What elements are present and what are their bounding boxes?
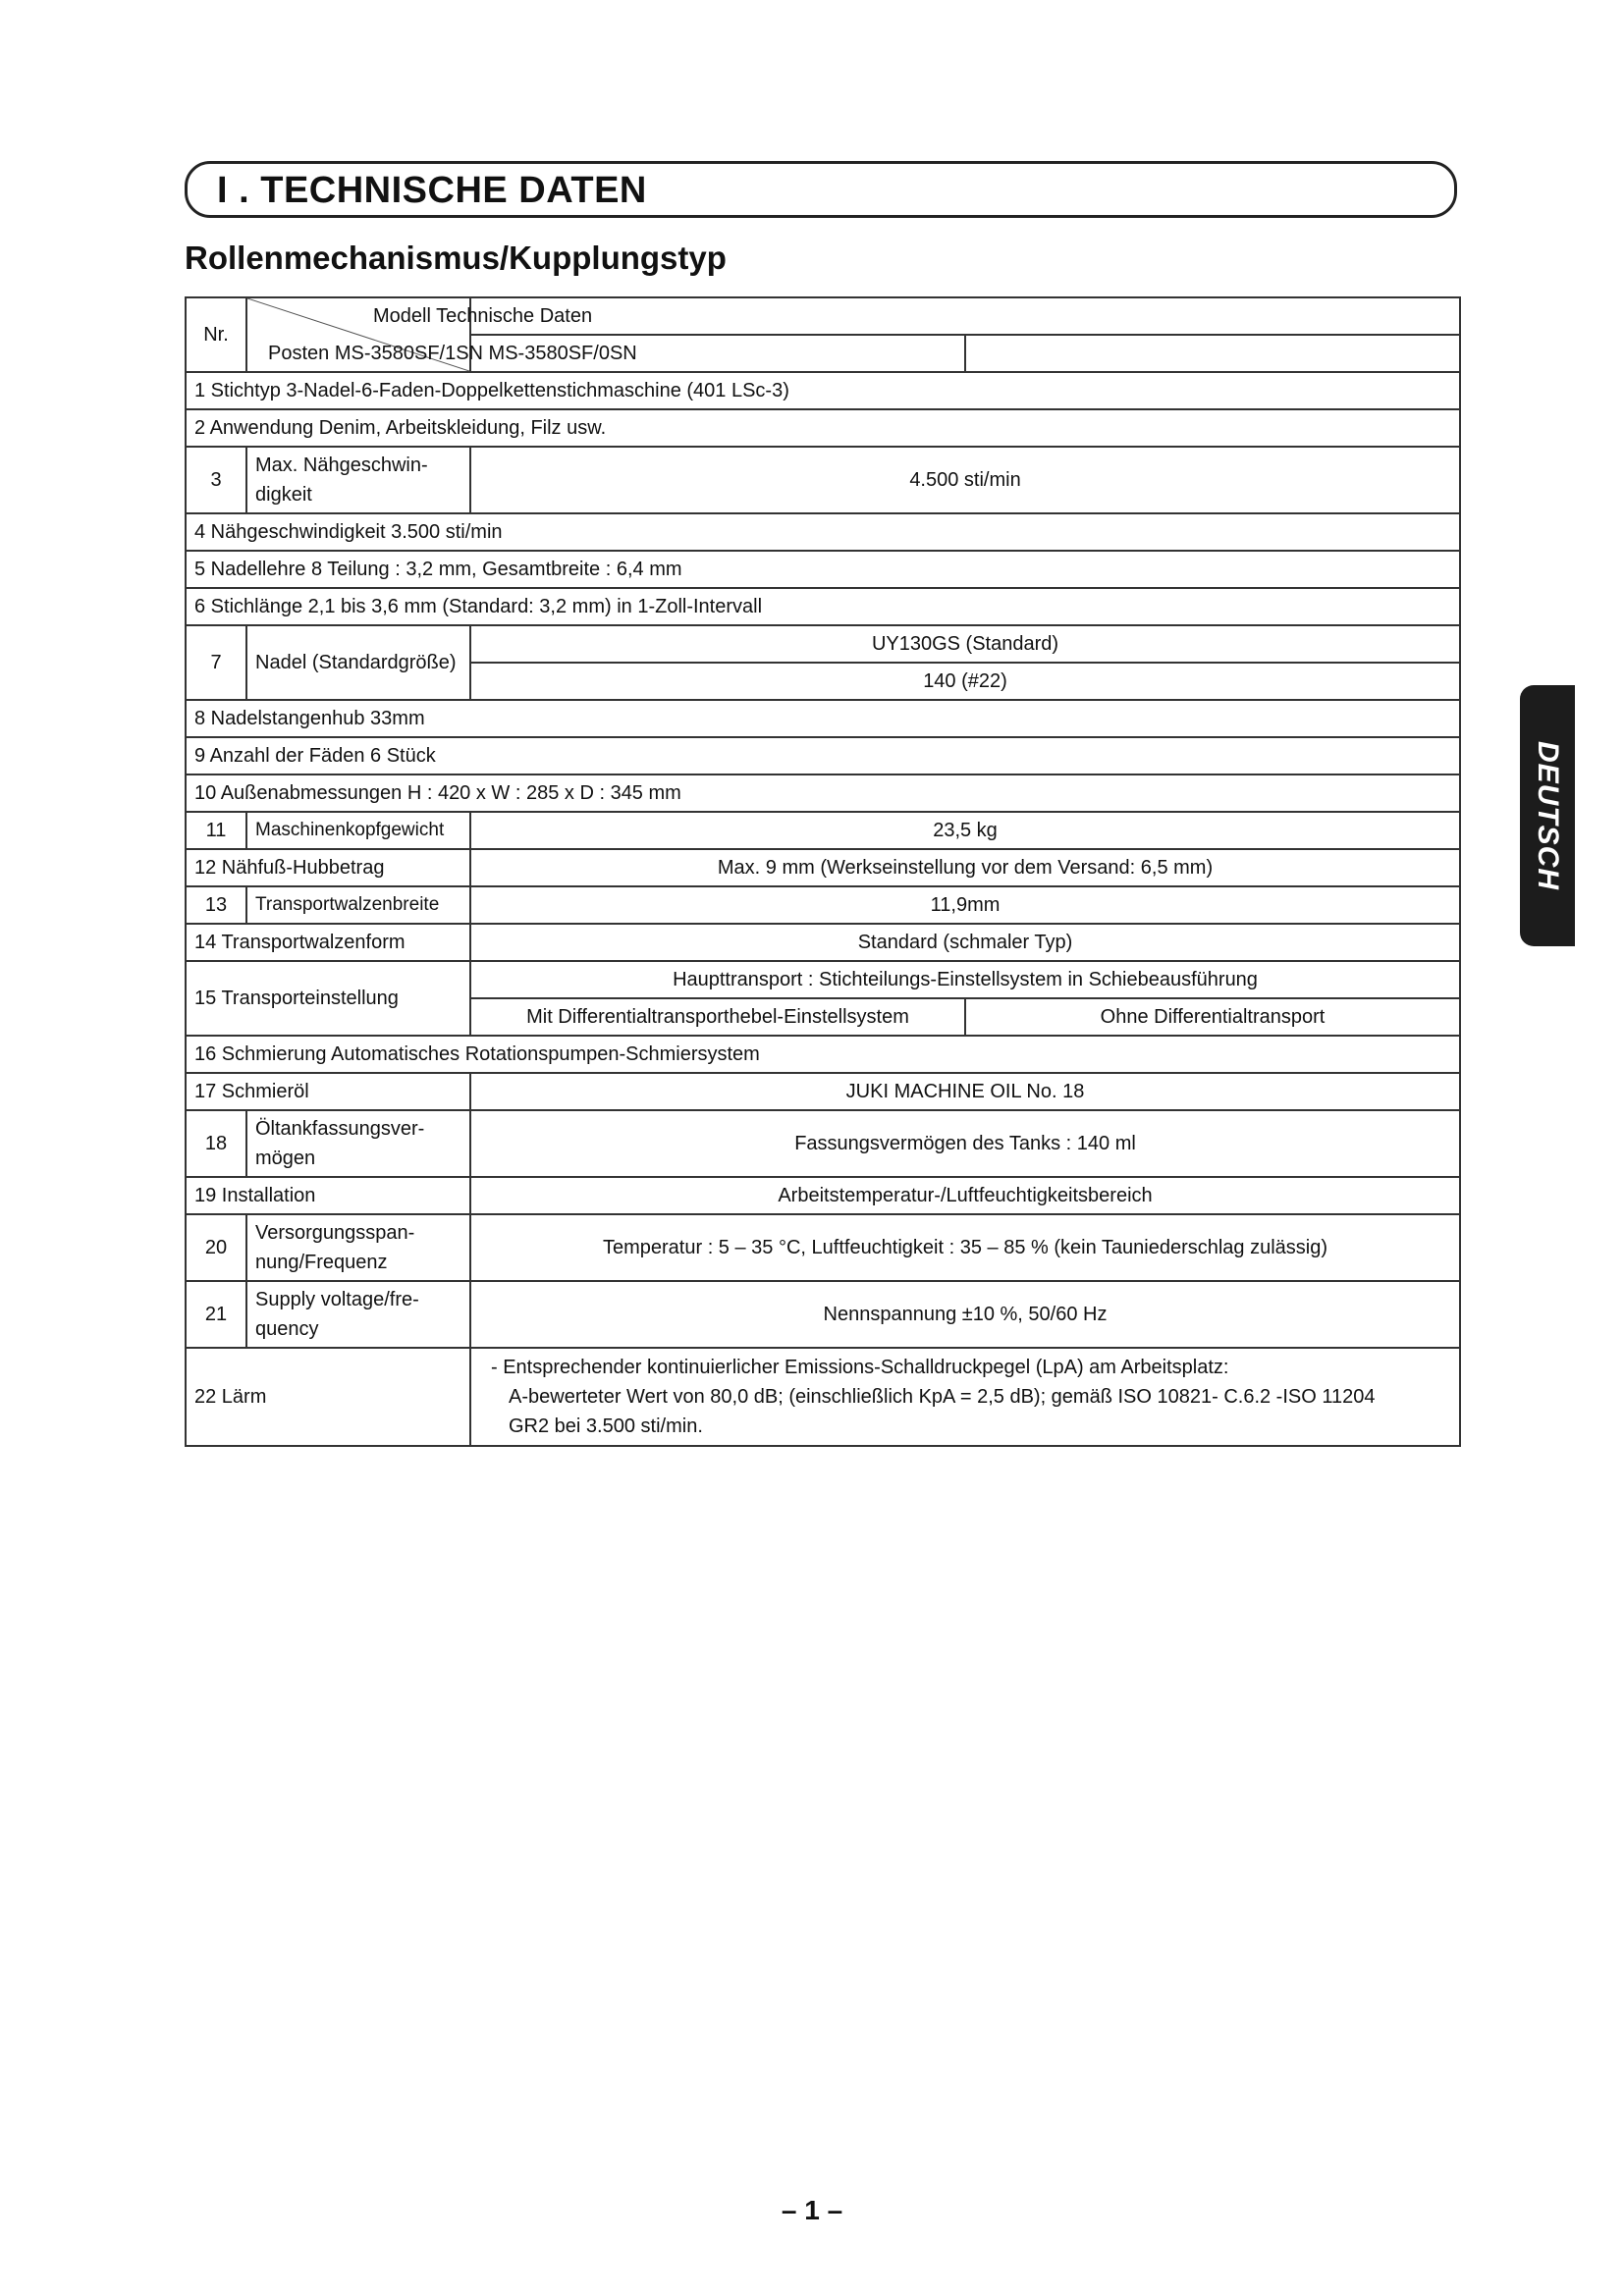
row-6-text: 6 Stichlänge 2,1 bis 3,6 mm (Standard: 3,2 mm) in 1-Zoll-Intervall: [186, 588, 1460, 625]
row-13-num: 13: [186, 886, 246, 924]
table-row: [186, 1177, 1460, 1214]
row-13-label: Transportwalzenbreite: [246, 886, 470, 924]
table-row: [186, 513, 1460, 551]
table-row: [186, 924, 1460, 961]
row-22-label: 22 Lärm: [186, 1348, 470, 1446]
row-15-value-b1: Mit Differentialtransporthebel-Einstellsystem: [470, 998, 965, 1036]
row-3-label: Max. Nähgeschwin-digkeit: [246, 447, 470, 513]
row-8-text: 8 Nadelstangenhub 33mm: [186, 700, 1460, 737]
row-21-value: Nennspannung ±10 %, 50/60 Hz: [470, 1281, 1460, 1348]
row-2-text: 2 Anwendung Denim, Arbeitskleidung, Filz usw.: [186, 409, 1460, 447]
table-row: [186, 737, 1460, 774]
row-17-label: 17 Schmieröl: [186, 1073, 470, 1110]
row-11-label: Maschinenkopfgewicht: [246, 812, 470, 849]
row-11-value: 23,5 kg: [470, 812, 1460, 849]
table-row: [186, 1214, 1460, 1281]
row-16-text: 16 Schmierung Automatisches Rotationspumpen-Schmiersystem: [186, 1036, 1460, 1073]
row-22-value-line-2: A-bewerteter Wert von 80,0 dB; (einschließlich KpA = 2,5 dB); gemäß ISO 10821- C.6.2 -ISO 11204: [509, 1386, 1376, 1408]
row-17-value: JUKI MACHINE OIL No. 18: [470, 1073, 1460, 1110]
table-row: [186, 372, 1460, 409]
posten-header-label: Posten MS-3580SF/1SN MS-3580SF/0SN: [268, 343, 637, 364]
row-21-num: 21: [186, 1281, 246, 1348]
row-13-value: 11,9mm: [470, 886, 1460, 924]
row-11-num: 11: [186, 812, 246, 849]
row-22-value-line-1: - Entsprechender kontinuierlicher Emissions-Schalldruckpegel (LpA) am Arbeitsplatz:: [491, 1357, 1229, 1378]
row-3-num: 3: [186, 447, 246, 513]
chapter-header: [185, 161, 1457, 218]
table-row: [186, 812, 1460, 849]
table-row: [186, 1073, 1460, 1110]
row-20-label: Versorgungsspan-nung/Frequenz: [246, 1214, 470, 1281]
table-row: [186, 1110, 1460, 1177]
table-row: [186, 886, 1460, 924]
chapter-title: I . TECHNISCHE DATEN: [217, 170, 647, 211]
row-12-value: Max. 9 mm (Werkseinstellung vor dem Versand: 6,5 mm): [470, 849, 1460, 886]
row-21-label: Supply voltage/fre-quency: [246, 1281, 470, 1348]
table-row: [186, 849, 1460, 886]
table-row: [186, 961, 1460, 998]
spec-table: [185, 296, 1461, 1447]
row-5-text: 5 Nadellehre 8 Teilung : 3,2 mm, Gesamtbreite : 6,4 mm: [186, 551, 1460, 588]
row-7-value-a: UY130GS (Standard): [470, 625, 1460, 663]
row-14-label: 14 Transportwalzenform: [186, 924, 470, 961]
table-row: [186, 551, 1460, 588]
row-3-value: 4.500 sti/min: [470, 447, 1460, 513]
modell-header-label: Modell Technische Daten: [373, 305, 593, 327]
table-header-row: [186, 297, 1460, 335]
table-row: [186, 1281, 1460, 1348]
row-1-text: 1 Stichtyp 3-Nadel-6-Faden-Doppelkettenstichmaschine (401 LSc-3): [186, 372, 1460, 409]
modell-header: [373, 297, 1460, 335]
row-18-value: Fassungsvermögen des Tanks : 140 ml: [470, 1110, 1460, 1177]
row-7-num: 7: [186, 625, 246, 700]
row-19-label: 19 Installation: [186, 1177, 470, 1214]
table-row: [186, 774, 1460, 812]
table-row: [186, 1348, 1460, 1446]
language-tab-label: DEUTSCH: [1532, 740, 1564, 891]
row-9-text: 9 Anzahl der Fäden 6 Stück: [186, 737, 1460, 774]
model-column-blank: [965, 335, 1460, 372]
row-22-value: [470, 1348, 1460, 1446]
row-15-value-b2: Ohne Differentialtransport: [965, 998, 1460, 1036]
row-18-label: Öltankfassungsver-mögen: [246, 1110, 470, 1177]
row-7-label: Nadel (Standardgröße): [246, 625, 470, 700]
language-tab: [1520, 685, 1575, 946]
row-12-label: 12 Nähfuß-Hubbetrag: [186, 849, 470, 886]
table-row: [186, 409, 1460, 447]
row-10-text: 10 Außenabmessungen H : 420 x W : 285 x D : 345 mm: [186, 774, 1460, 812]
table-row: [186, 625, 1460, 663]
row-15-value-a: Haupttransport : Stichteilungs-Einstellsystem in Schiebeausführung: [470, 961, 1460, 998]
row-18-num: 18: [186, 1110, 246, 1177]
section-title: Rollenmechanismus/Kupplungstyp: [185, 240, 727, 276]
nr-header: Nr.: [186, 297, 246, 372]
table-row: [186, 1036, 1460, 1073]
page-number: – 1 –: [781, 2195, 843, 2225]
row-19-value: Arbeitstemperatur-/Luftfeuchtigkeitsbereich: [470, 1177, 1460, 1214]
row-20-num: 20: [186, 1214, 246, 1281]
row-20-value: Temperatur : 5 – 35 °C, Luftfeuchtigkeit : 35 – 85 % (kein Tauniederschlag zulässig): [470, 1214, 1460, 1281]
row-7-value-b: 140 (#22): [470, 663, 1460, 700]
table-row: [186, 588, 1460, 625]
table-row: [186, 447, 1460, 513]
row-4-text: 4 Nähgeschwindigkeit 3.500 sti/min: [186, 513, 1460, 551]
row-14-value: Standard (schmaler Typ): [470, 924, 1460, 961]
row-15-label: 15 Transporteinstellung: [186, 961, 470, 1036]
table-row: [186, 700, 1460, 737]
model-columns-header: [268, 335, 965, 372]
row-22-value-line-3: GR2 bei 3.500 sti/min.: [509, 1415, 703, 1437]
